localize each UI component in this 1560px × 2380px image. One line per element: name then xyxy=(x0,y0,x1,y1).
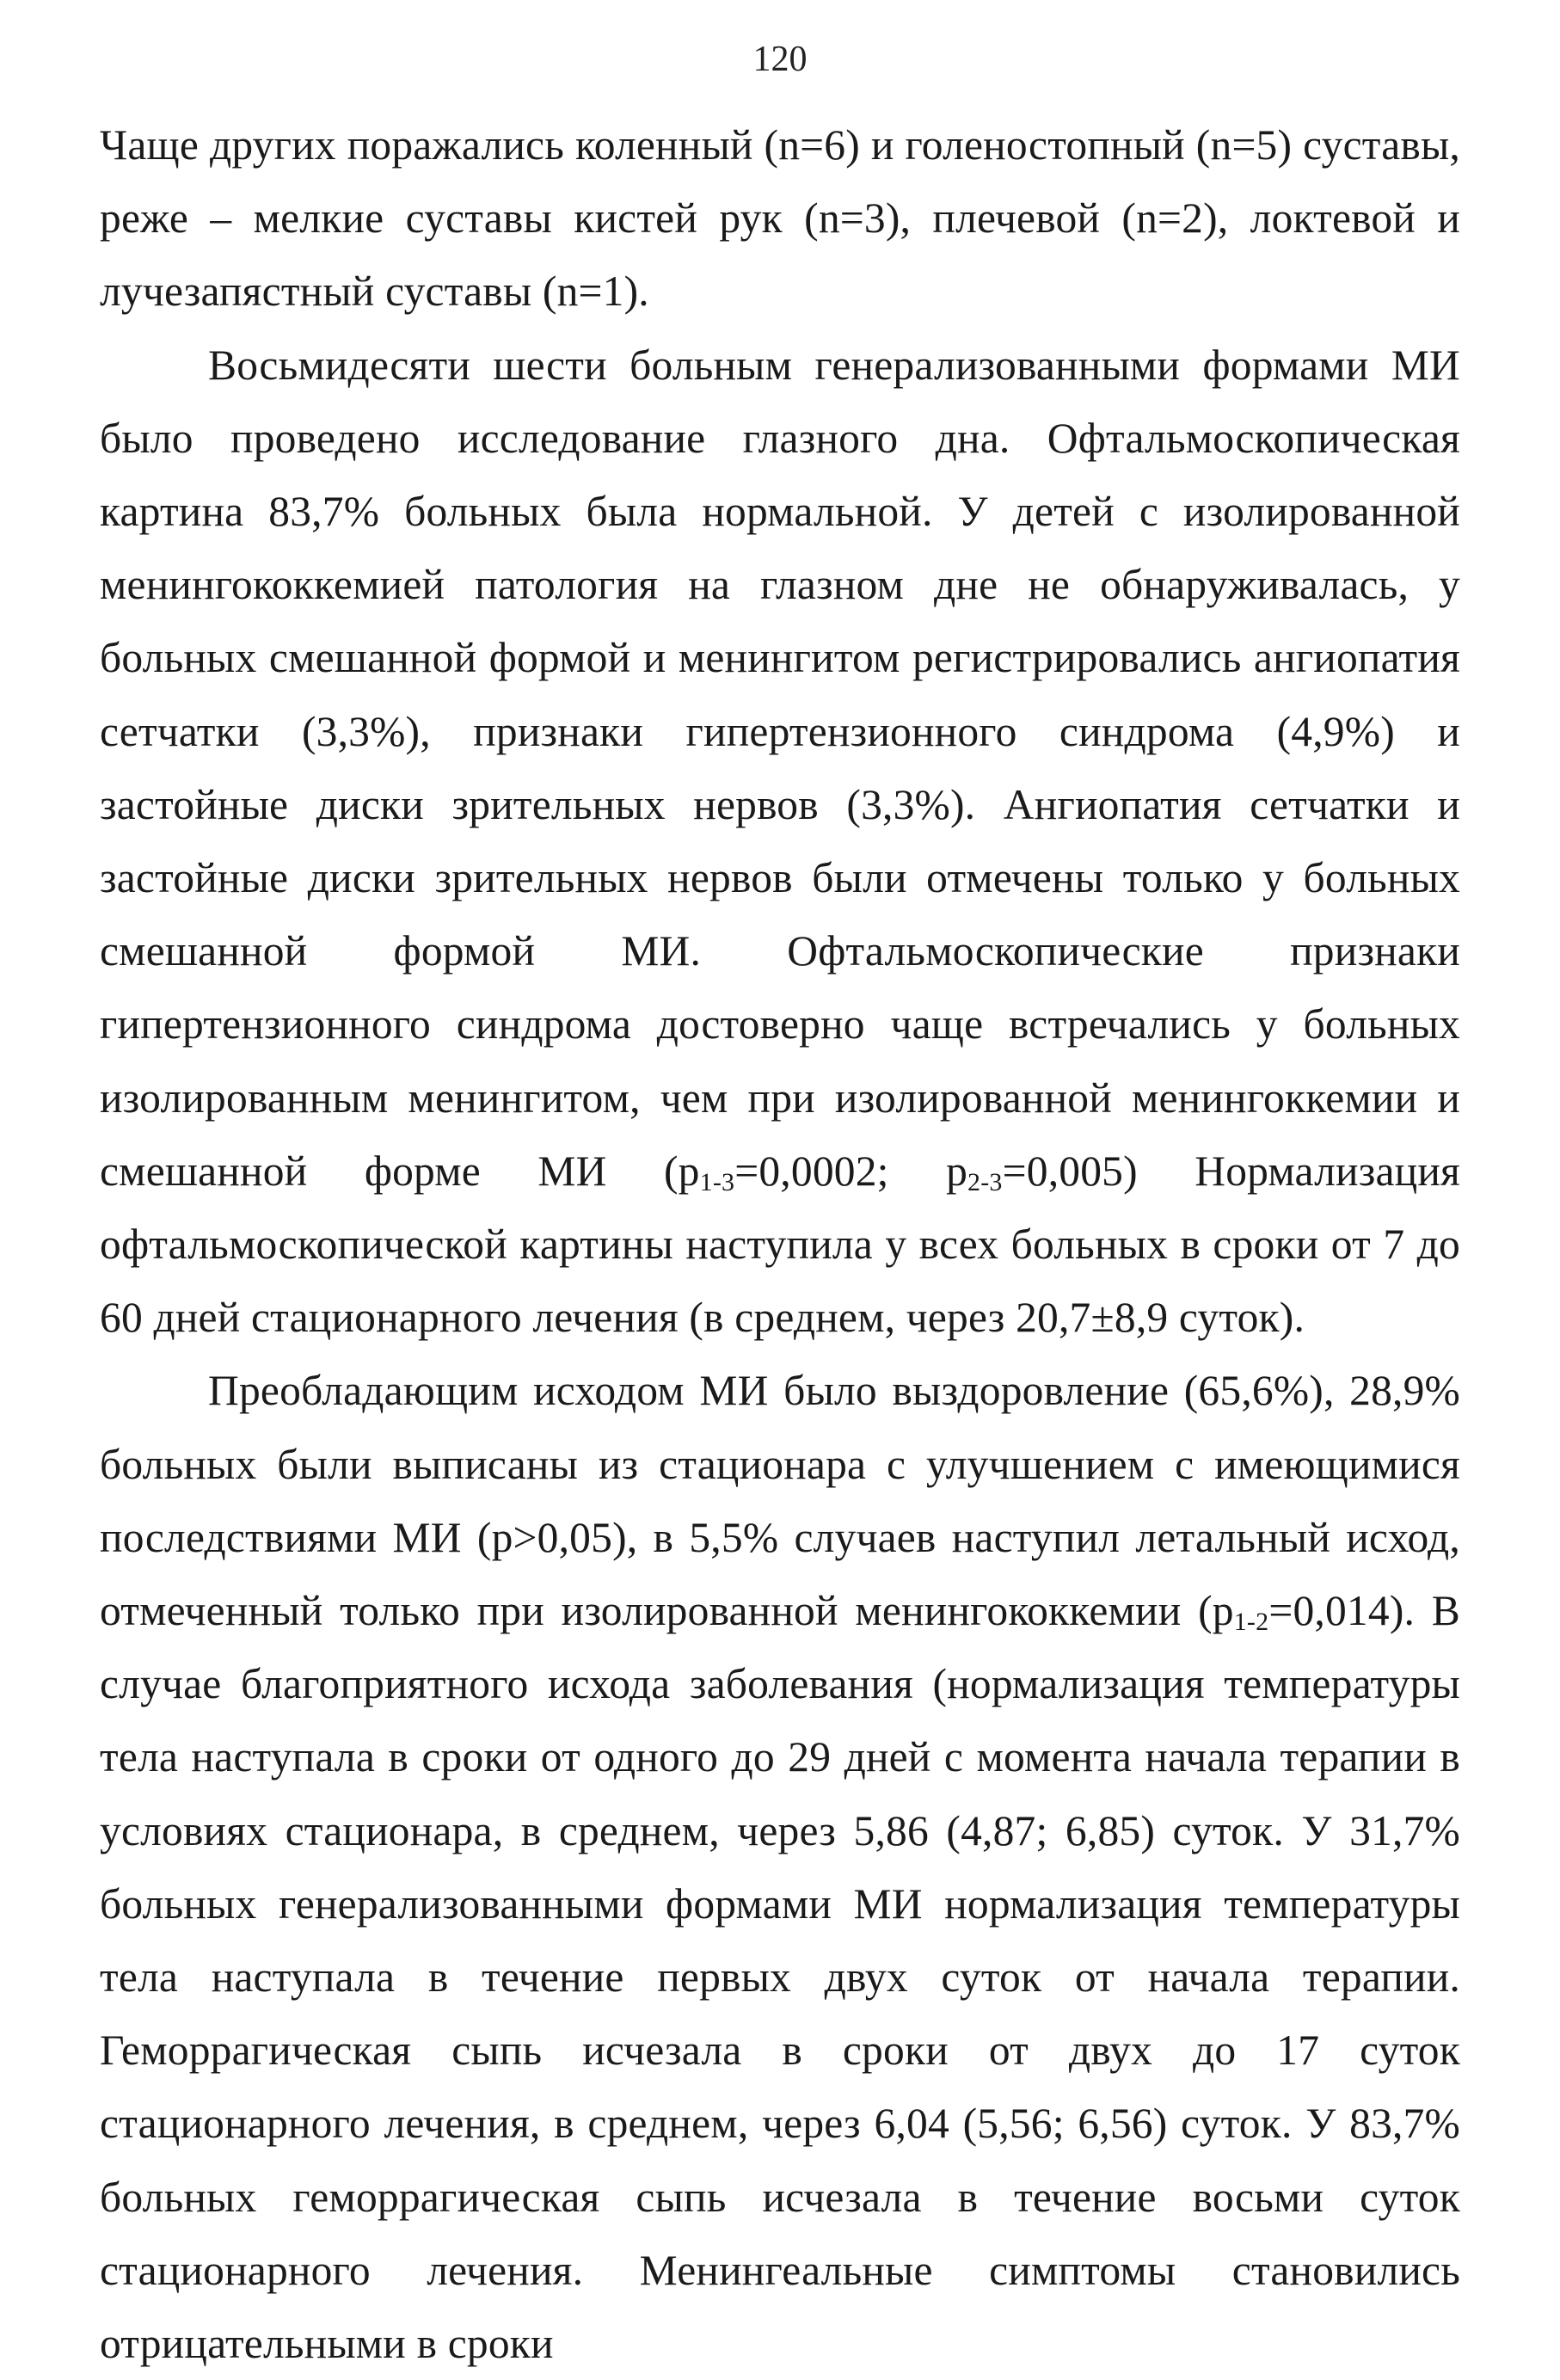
paragraph-text: =0,0002; p xyxy=(734,1147,968,1195)
subscript-text: 2-3 xyxy=(967,1167,1003,1196)
page-number: 120 xyxy=(752,40,808,79)
paragraph-text: =0,014). В случае благоприятного исхода заболевания (нормализация температуры тела наступала в сроки от одного до 29 дней с момента начала терапии в условиях стационара, в среднем, через 5,86 (4,87; 6,85) суток. У 31,7% больных генерализованными формами МИ нормализация температуры тела наступала в течение первых двух суток от начала терапии. Геморрагическая сыпь исчезала в сроки от двух до 17 суток стационарного лечения, в среднем, через 6,04 (5,56; 6,56) суток. У 83,7% больных геморрагическая сыпь исчезала в течение восьми суток стационарного лечения. Менингеальные симптомы становились отрицательными в сроки xyxy=(100,1587,1460,2368)
paragraph xyxy=(100,108,1460,329)
body-text xyxy=(100,108,1460,2380)
paragraph-text: Преобладающим исходом МИ было выздоровление (65,6%), 28,9% больных были выписаны из стационара с улучшением с имеющимися последствиями МИ (p>0,05), в 5,5% случаев наступил летальный исход, отмеченный только при изолированной менингококкемии (p xyxy=(100,1367,1460,1635)
paragraph-text: Восьмидесяти шести больным генерализованными формами МИ было проведено исследование глазного дна. Офтальмоскопическая картина 83,7% больных была нормальной. У детей с изолированной менингококкемией патология на глазном дне не обнаруживалась, у больных смешанной формой и менингитом регистрировались ангиопатия сетчатки (3,3%), признаки гипертензионного синдрома (4,9%) и застойные диски зрительных нервов (3,3%). Ангиопатия сетчатки и застойные диски зрительных нервов были отмечены только у больных смешанной формой МИ. Офтальмоскопические признаки гипертензионного синдрома достоверно чаще встречались у больных изолированным менингитом, чем при изолированной менингоккемии и смешанной форме МИ (p xyxy=(100,341,1460,1195)
subscript-text: 1-3 xyxy=(699,1167,735,1196)
paragraph-text: Чаще других поражались коленный (n=6) и голеностопный (n=5) суставы, реже – мелкие суставы кистей рук (n=3), плечевой (n=2), локтевой и лучезапястный суставы (n=1). xyxy=(100,121,1460,316)
paragraph-text: =0,005) Нормализация офтальмоскопической картины наступила у всех больных в сроки от 7 до 60 дней стационарного лечения (в среднем, через 20,7±8,9 суток). xyxy=(100,1147,1461,1342)
subscript-text: 1-2 xyxy=(1233,1608,1269,1637)
paragraph xyxy=(100,329,1460,1355)
paragraph xyxy=(100,1354,1460,2380)
